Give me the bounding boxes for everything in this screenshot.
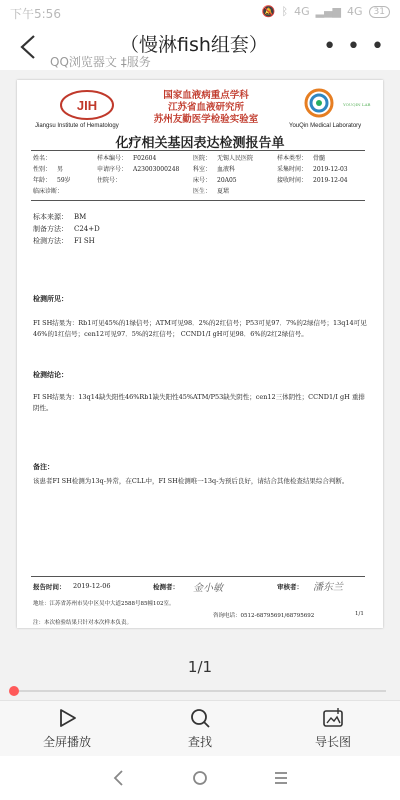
app-header xyxy=(0,26,400,70)
note-text: 该患者FI SH检测为13q-异常，在CLL中，FI SH检测唯一13q-为预后良好，请结合其他检查结果综合判断。 xyxy=(33,477,349,485)
status-time: 下午5:56 xyxy=(10,7,61,21)
conclusion-heading: 检测结论： xyxy=(33,370,68,379)
signal-1-label: 4G xyxy=(294,5,310,18)
info-divider xyxy=(31,200,365,201)
institute-line-2: 江苏省血液研究所 xyxy=(167,102,244,113)
page-progress-track[interactable] xyxy=(14,690,386,692)
search-label: 查找 xyxy=(187,735,212,749)
info-department: 科室： 血液科 xyxy=(193,166,236,173)
search-icon xyxy=(189,707,211,729)
info-name: 姓名： xyxy=(33,155,52,162)
jih-logo-text: JIH xyxy=(76,98,98,113)
info-gender: 性别： 男 xyxy=(33,166,64,173)
document-page xyxy=(17,80,383,628)
fullscreen-play-button[interactable] xyxy=(22,707,112,750)
header-divider xyxy=(31,150,365,151)
document-subtitle: QQ浏览器文 ‡服务 xyxy=(50,55,151,69)
phone-text: 咨询电话：0512-68795691/68795692 xyxy=(213,613,315,619)
nav-back-icon[interactable] xyxy=(104,766,134,790)
reviewer-label: 审核者： xyxy=(277,583,303,591)
battery-indicator: 31 xyxy=(369,6,390,18)
info-receive-time: 接收时间： 2019-12-04 xyxy=(277,177,348,184)
findings-heading: 检测所见： xyxy=(33,294,68,303)
info-sample-no: 样本编号： F02604 xyxy=(97,155,157,162)
status-bar xyxy=(0,0,400,26)
institute-names xyxy=(121,90,291,126)
bottom-toolbar xyxy=(0,700,400,757)
address-text: 地址：江苏省苏州市吴中区吴中大道2588号85幢102室。 xyxy=(33,601,175,607)
signal-2-label: 4G xyxy=(347,5,363,18)
left-institute-en: Jiangsu Institute of Hematology xyxy=(35,123,119,129)
export-long-image-label: 导长图 xyxy=(314,735,351,749)
conclusion-text: FI SH结果为：13q14缺失阳性46%Rb1缺失阳性45%ATM/P53缺失阴性；cen12三体阴性；CCND1/I gH 重排阴性。 xyxy=(33,393,365,412)
meta-source: 标本来源： BM xyxy=(33,213,87,221)
nav-menu-icon[interactable] xyxy=(266,766,296,790)
youqin-logo-icon xyxy=(299,86,339,120)
info-doctor: 医生： 夏珺 xyxy=(193,188,230,195)
system-nav-bar xyxy=(0,756,400,800)
mute-icon: 🔕 xyxy=(261,5,276,18)
info-sample-type: 样本类型： 骨髓 xyxy=(277,155,326,162)
report-time-value: 2019-12-06 xyxy=(73,582,111,590)
institute-line-1: 国家血液病重点学科 xyxy=(163,90,249,101)
page-progress-knob[interactable] xyxy=(9,686,19,696)
institute-line-3: 苏州友勤医学检验实验室 xyxy=(153,114,259,125)
fullscreen-play-label: 全屏播放 xyxy=(42,735,91,749)
note-heading: 备注： xyxy=(33,462,54,471)
info-hospital: 医院： 无锡人民医院 xyxy=(193,155,254,162)
search-button[interactable] xyxy=(155,707,245,750)
examiner-signature: 金小敏 xyxy=(193,583,223,594)
info-diagnosis: 临床诊断： xyxy=(33,188,64,195)
footer-note: 注：本次检验结果只针对本次样本负责。 xyxy=(33,620,133,626)
findings-text: FI SH结果为：Rb1可见45%的1绿信号；ATM可见98．2%的2红信号；P53可见97．7%的2绿信号；13q14可见46%的1红信号；cen12可见97．5%的2红信号； CCND1/I gH可见98．6%的2红2绿信号。 xyxy=(33,319,367,338)
page-indicator: 1/1 xyxy=(187,658,213,676)
signal-bars-icon: ▂▄▆ xyxy=(315,5,342,18)
meta-test-method: 检测方法： FI SH xyxy=(33,237,95,245)
page-number: 1/1 xyxy=(355,611,364,617)
info-admission-no: 住院号： xyxy=(97,177,122,184)
info-age: 年龄： 59岁 xyxy=(33,177,71,184)
right-lab-en: YouQin Medical Laboratory xyxy=(289,123,362,129)
info-bed-no: 床号： 20A05 xyxy=(193,177,237,184)
image-export-icon xyxy=(322,707,344,729)
play-icon xyxy=(56,707,78,729)
report-time-label: 报告时间： xyxy=(33,583,66,591)
right-lab-mark: YOUQIN LAB xyxy=(343,102,371,107)
nav-home-icon[interactable] xyxy=(185,766,215,790)
footer-divider xyxy=(31,576,365,577)
info-request-no: 申请序号： A23003000248 xyxy=(97,166,180,173)
document-title: （慢淋fish组套） xyxy=(120,34,268,56)
examiner-label: 检测者： xyxy=(153,583,179,591)
report-title: 化疗相关基因表达检测报告单 xyxy=(115,136,285,151)
bluetooth-icon: ᛒ xyxy=(281,5,289,18)
status-icons xyxy=(262,5,390,18)
export-long-image-button[interactable] xyxy=(288,707,378,750)
meta-prep-method: 制备方法： C24+D xyxy=(33,225,100,233)
back-arrow-icon[interactable] xyxy=(14,30,44,64)
sample-meta xyxy=(33,211,100,247)
jih-logo-icon xyxy=(57,88,117,122)
info-collect-time: 采集时间： 2019-12-03 xyxy=(277,166,348,173)
more-options-icon[interactable]: • • • xyxy=(323,34,386,59)
reviewer-signature: 潘东兰 xyxy=(313,582,343,593)
